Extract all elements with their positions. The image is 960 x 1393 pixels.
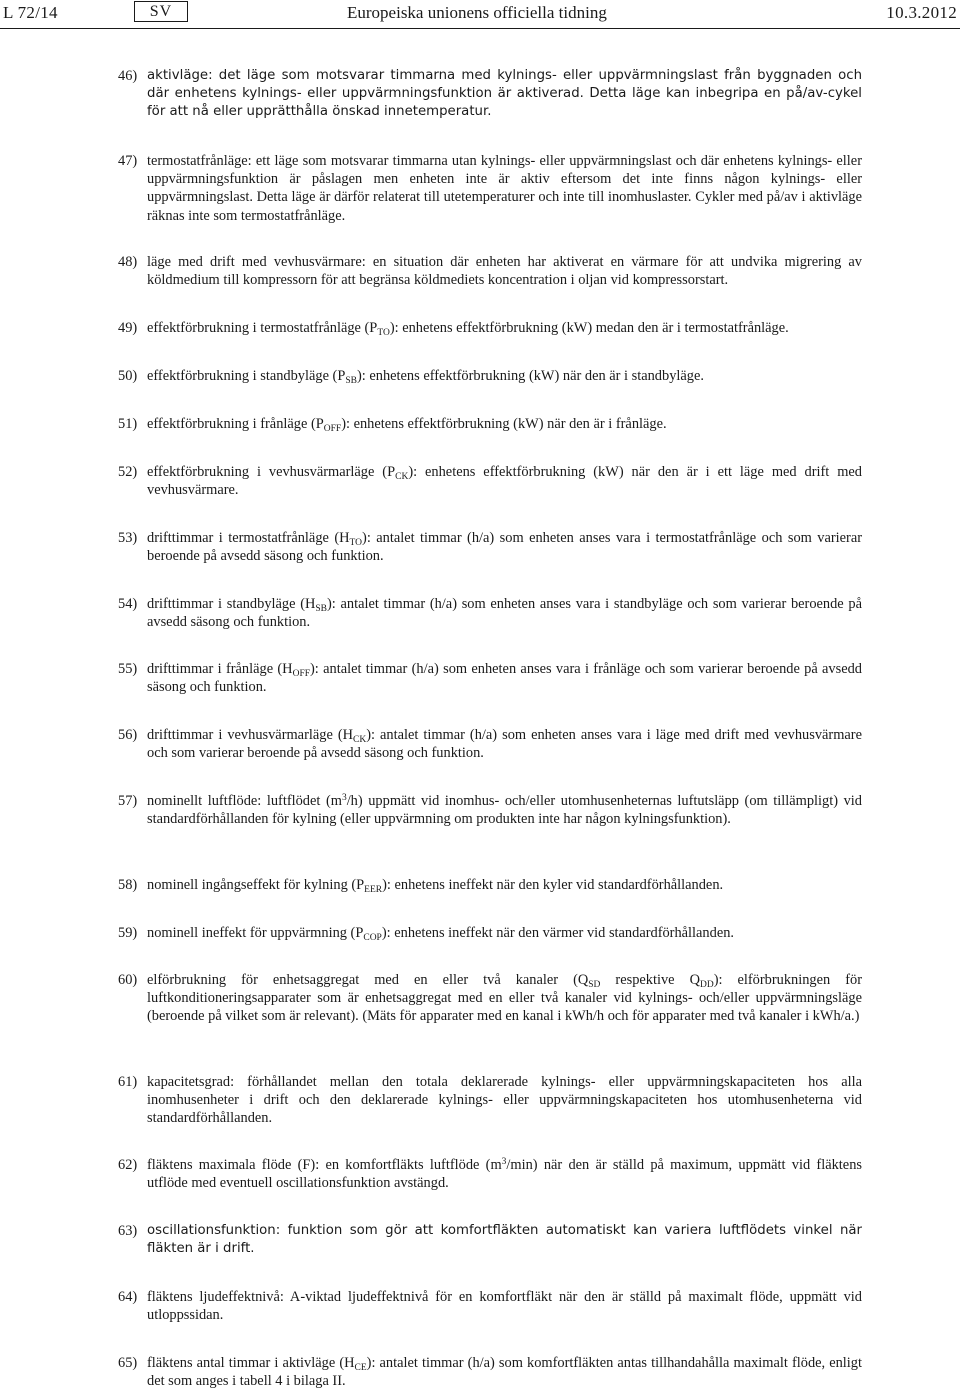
definition-item xyxy=(118,1156,862,1192)
definition-item xyxy=(118,152,862,225)
definition-item xyxy=(118,726,862,762)
definition-text: kapacitetsgrad: förhållandet mellan den totala deklarerade kylnings- eller uppvärmningskapaciteten hos alla inomhusenheter i drift och den deklarerade kylnings- eller uppvärmningskapaciteten hos utomhusenheterna vid standardförhållanden. xyxy=(147,1074,862,1127)
page-reference: L 72/14 xyxy=(3,3,58,22)
definition-number: 61) xyxy=(118,1074,138,1090)
definition-item xyxy=(118,1073,862,1128)
language-code-box: SV xyxy=(134,1,188,22)
definition-number: 51) xyxy=(118,416,138,432)
definition-number: 47) xyxy=(118,153,138,169)
definition-number: 58) xyxy=(118,877,138,893)
definition-text: drifttimmar i frånläge $(H_{OFF})$: antalet timmar (h/a) som enheten anses vara i frånläge och som varierar beroende på avsedd säsong och funktion. xyxy=(147,661,863,696)
definition-number: 52) xyxy=(118,464,138,480)
definition-item xyxy=(118,660,862,696)
journal-title: Europeiska unionens officiella tidning xyxy=(347,3,607,22)
definition-item xyxy=(118,792,862,828)
definition-text: fläktens ljudeffektnivå: A-viktad ljudeffektnivå för en komfortfläkt när den är ställd på maximalt flöde, uppmätt vid utloppssidan. xyxy=(147,1289,862,1324)
publication-date: 10.3.2012 xyxy=(886,3,957,22)
definition-item xyxy=(118,1354,862,1390)
definition-text: effektförbrukning i termostatfrånläge $(P_{TO})$: enhetens effektförbrukning (kW) medan den är i termostatfrånläge. xyxy=(147,320,789,338)
definition-text: drifttimmar i vevhusvärmarläge $(H_{CK})$: antalet timmar (h/a) som enheten anses vara i läge med drift med vevhusvärmare och som varierar beroende på avsedd säsong och funktion. xyxy=(147,727,862,762)
definition-item xyxy=(118,463,862,499)
definition-item xyxy=(118,367,862,385)
definition-item xyxy=(118,319,862,337)
definition-text: effektförbrukning i frånläge $(P_{OFF})$: enhetens effektförbrukning (kW) när den är i frånläge. xyxy=(147,416,667,434)
definition-number: 64) xyxy=(118,1289,138,1305)
definition-text: effektförbrukning i vevhusvärmarläge $(P_{CK})$: enhetens effektförbrukning (kW) när den är i ett läge med drift med vevhusvärmare. xyxy=(147,464,863,499)
definition-number: 54) xyxy=(118,596,138,612)
definition-number: 46) xyxy=(118,68,138,84)
definition-number: 56) xyxy=(118,727,138,743)
definition-item xyxy=(118,876,862,894)
definition-number: 62) xyxy=(118,1157,138,1173)
definition-text: nominell ingångseffekt för kylning $(P_{EER})$: enhetens ineffekt när den kyler vid standardförhållanden. xyxy=(147,877,724,895)
definition-text: elförbrukning för enhetsaggregat med en eller två kanaler ($Q_{SD}$ respektive $Q_{DD}$): elförbrukningen för luftkonditioneringsapparater som är enhetsaggregat med en eller två kanaler vid kylnings- och/eller uppvärmningsläge (beroende på vilket som är relevant). (Mäts för apparater med en kanal i kWh/h och för apparater med två kanaler i kWh/a.) xyxy=(147,972,862,1025)
definition-item xyxy=(118,1288,862,1324)
definition-number: 53) xyxy=(118,530,138,546)
definition-number: 59) xyxy=(118,925,138,941)
definition-text: termostatfrånläge: ett läge som motsvarar timmarna utan kylnings- eller uppvärmningslast och där enhetens kylnings- eller uppvärmningsfunktion är påslagen men enheten inte är aktiv eftersom det inte finns någon kylnings- eller uppvärmningslast. Detta läge är därför relaterat till utetemperaturer och inte till inomhuslaster. Cykler med på/av i aktivläge räknas inte som termostatfrånläge. xyxy=(147,153,862,224)
definition-item xyxy=(118,253,862,289)
definition-item xyxy=(118,971,862,1026)
definition-item xyxy=(118,595,862,631)
header-divider xyxy=(0,28,960,29)
definition-number: 57) xyxy=(118,793,138,809)
definition-number: 60) xyxy=(118,972,138,988)
page-header xyxy=(0,0,960,30)
definition-text: fläktens antal timmar i aktivläge $(H_{CE})$: antalet timmar (h/a) som komfortfläkten antas tillhandahålla maximalt flöde, enligt det som anges i tabell 4 i bilaga II. xyxy=(147,1355,862,1390)
definition-text: oscillationsfunktion: funktion som gör att komfortfläkten automatiskt kan variera luftflödets vinkel när fläkten är i drift. xyxy=(147,1223,862,1257)
definition-number: 55) xyxy=(118,661,138,677)
definition-item xyxy=(118,67,862,122)
definition-text: fläktens maximala flöde (F): en komfortfläkts luftflöde $(m^3/\min)$ när den är ställd på maximum, uppmätt vid fläktens utflöde med eventuell oscillationsfunktion avstängd. xyxy=(147,1157,862,1192)
definition-number: 49) xyxy=(118,320,138,336)
definition-text: läge med drift med vevhusvärmare: en situation där enheten har aktiverat en värmare för att undvika migrering av köldmedium till kompressorn för att begränsa köldmediets koncentration i oljan vid kompressorstart. xyxy=(147,254,862,289)
definition-text: drifttimmar i termostatfrånläge $(H_{TO})$: antalet timmar (h/a) som enheten anses vara i termostatfrånläge och som varierar beroende på avsedd säsong och funktion. xyxy=(147,530,862,565)
definition-item xyxy=(118,529,862,565)
definition-text: nominell ineffekt för uppvärmning $(P_{COP})$: enhetens ineffekt när den värmer vid standardförhållanden. xyxy=(147,925,735,943)
definition-number: 50) xyxy=(118,368,138,384)
definition-number: 65) xyxy=(118,1355,138,1371)
definition-item xyxy=(118,1222,862,1258)
definition-item xyxy=(118,415,862,433)
definition-text: effektförbrukning i standbyläge $(P_{SB})$: enhetens effektförbrukning (kW) när den är i standbyläge. xyxy=(147,368,704,386)
definition-text: drifttimmar i standbyläge $(H_{SB})$: antalet timmar (h/a) som enheten anses vara i standbyläge och som varierar beroende på avsedd säsong och funktion. xyxy=(147,596,862,631)
definition-number: 63) xyxy=(118,1223,138,1239)
definition-item xyxy=(118,924,862,942)
definition-text: nominellt luftflöde: luftflödet $(m^3/h)$ uppmätt vid inomhus- och/eller utomhusenheternas luftutsläpp (om tillämpligt) vid standardförhållanden för kylning (eller uppvärmning om produkten inte har någon kylningsfunktion). xyxy=(147,793,862,828)
definition-number: 48) xyxy=(118,254,138,270)
definition-text: aktivläge: det läge som motsvarar timmarna med kylnings- eller uppvärmningslast från byggnaden och där enhetens kylnings- eller uppvärmningsfunktion är aktiverad. Detta läge kan inbegripa en på/av-cykel för att nå eller upprätthålla önskad innetemperatur. xyxy=(147,68,862,120)
